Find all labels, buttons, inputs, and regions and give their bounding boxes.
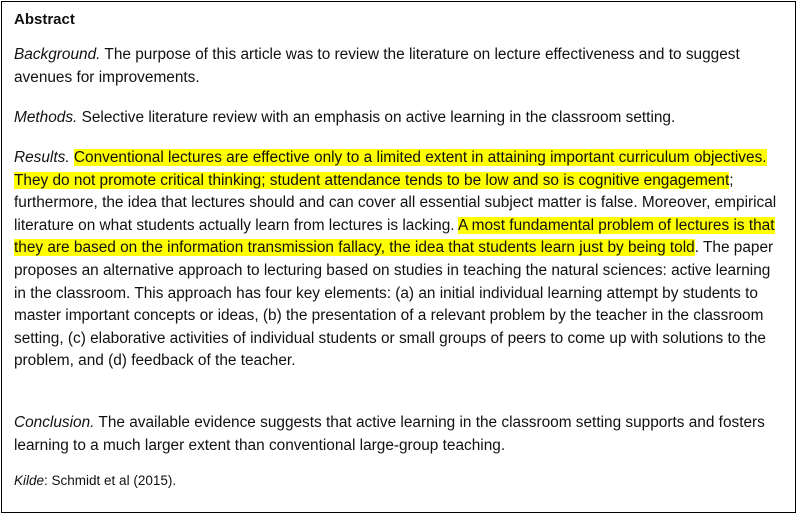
background-paragraph [14, 44, 786, 89]
abstract-heading: Abstract [14, 11, 75, 28]
results-text-2: . The paper proposes an alternative approach to lecturing based on studies in teaching the natural sciences: active learning in the classroom. This approach has four key elements: (a) an initial individual learning attempt by students to master important concepts or ideas, (b) the presentation of a relevant problem by the teacher in the classroom setting, (c) elaborative activities of individual students or small groups of peers to come up with solutions to the problem, and (d) feedback of the teacher. [14, 239, 774, 370]
methods-paragraph [14, 107, 786, 130]
conclusion-text: The available evidence suggests that active learning in the classroom setting supports and fosters learning to a much larger extent than conventional large-group teaching. [14, 414, 765, 454]
background-label: Background. [14, 46, 101, 63]
conclusion-paragraph [14, 412, 786, 457]
methods-label: Methods. [14, 109, 78, 126]
source-citation [14, 472, 176, 490]
source-text: : Schmidt et al (2015). [44, 473, 177, 488]
source-label: Kilde [14, 473, 45, 488]
results-label: Results. [14, 149, 70, 166]
results-highlight-2: A most fundamental problem of lectures is that they are based on the information transmission fallacy, the idea that students learn just by being told [14, 216, 775, 257]
background-text: The purpose of this article was to review the literature on lecture effectiveness and to suggest avenues for improvements. [14, 46, 740, 86]
results-highlight-1: Conventional lectures are effective only to a limited extent in attaining important curriculum objectives. They do not promote critical thinking; student attendance tends to be low and so is cognitive engagement [14, 149, 767, 189]
results-paragraph [14, 147, 786, 373]
methods-text: Selective literature review with an emphasis on active learning in the classroom setting. [77, 109, 676, 126]
results-text-1: ; furthermore, the idea that lectures should and can cover all essential subject matter is false. Moreover, empirical literature on what students actually learn from lectures is lacking. [14, 171, 777, 234]
conclusion-label: Conclusion. [14, 414, 95, 431]
abstract-box [1, 1, 796, 513]
